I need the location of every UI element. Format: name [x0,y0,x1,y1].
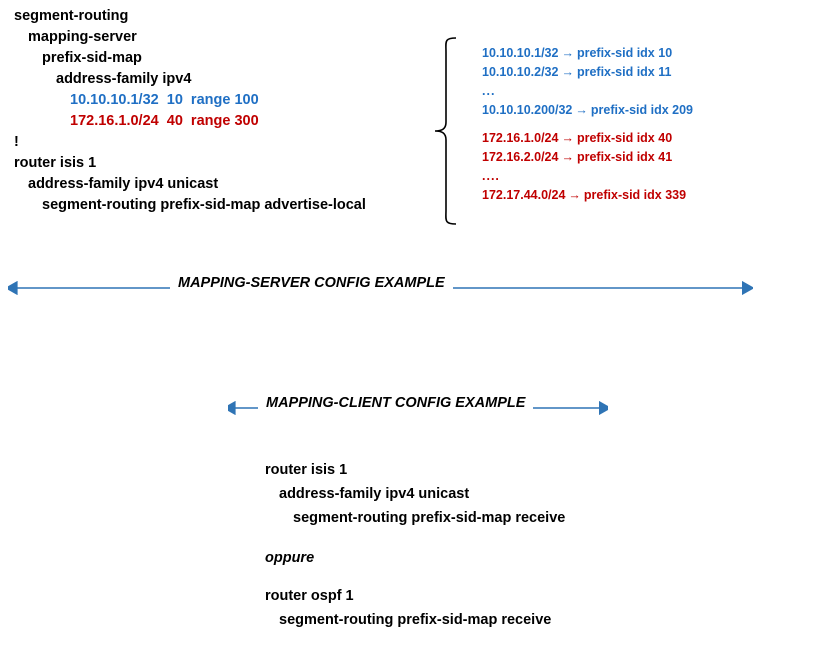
config-line: segment-routing [14,8,129,24]
prefix-label: .... [482,169,500,183]
prefix-sid-mapping-row [482,186,693,205]
maps-to-arrow-icon: → [561,65,574,79]
sid-index-label: prefix-sid idx 40 [576,131,673,145]
config-line: mapping-server [28,29,137,45]
config-line: address-family ipv4 [56,71,192,87]
prefix-label: 10.10.10.200/32 [482,103,573,117]
config-line: address-family ipv4 unicast [279,486,470,502]
prefix-label: 172.16.2.0/24 [482,150,559,164]
config-line: router ospf 1 [265,588,354,604]
mapping-client-config-block [265,458,565,632]
maps-to-arrow-icon: → [561,150,574,164]
config-line: segment-routing prefix-sid-map advertise-local [42,197,366,213]
prefix-sid-mapping-row [482,44,693,63]
sid-index-label: prefix-sid idx 10 [576,46,673,60]
config-line: 10.10.10.1/32 10 range 100 [70,92,259,108]
prefix-sid-mapping-row [482,129,693,148]
maps-to-arrow-icon: → [568,188,581,202]
config-line: prefix-sid-map [42,50,142,66]
mapping-client-caption-label: MAPPING-CLIENT CONFIG EXAMPLE [258,395,533,411]
prefix-sid-expansion-block [482,44,693,205]
ellipsis-row [482,82,693,101]
prefix-label: 172.16.1.0/24 [482,131,559,145]
sid-index-label: prefix-sid idx 209 [590,103,693,117]
prefix-label: ... [482,84,496,98]
maps-to-arrow-icon: → [575,103,588,117]
ellipsis-row [482,167,693,186]
mapping-client-caption-group [228,395,608,425]
group-spacer [482,120,693,129]
prefix-sid-mapping-row [482,101,693,120]
prefix-sid-mapping-row [482,63,693,82]
config-line: segment-routing prefix-sid-map receive [279,612,552,628]
maps-to-arrow-icon: → [561,131,574,145]
mapping-server-config-block [14,6,366,216]
mapping-server-caption-label: MAPPING-SERVER CONFIG EXAMPLE [170,275,453,291]
config-line: segment-routing prefix-sid-map receive [293,510,566,526]
config-line: ! [14,134,19,150]
alternative-separator-label: oppure [265,550,315,566]
maps-to-arrow-icon: → [561,46,574,60]
prefix-sid-mapping-row [482,148,693,167]
config-line: address-family ipv4 unicast [28,176,219,192]
prefix-label: 172.17.44.0/24 [482,188,566,202]
prefix-label: 10.10.10.2/32 [482,65,559,79]
mapping-server-caption-group [8,275,753,305]
prefix-label: 10.10.10.1/32 [482,46,559,60]
config-line: 172.16.1.0/24 40 range 300 [70,113,259,129]
grouping-brace [432,36,460,231]
sid-index-label: prefix-sid idx 11 [576,65,672,79]
config-line: router isis 1 [14,155,97,171]
config-line: router isis 1 [265,462,348,478]
sid-index-label: prefix-sid idx 339 [583,188,687,202]
sid-index-label: prefix-sid idx 41 [576,150,673,164]
